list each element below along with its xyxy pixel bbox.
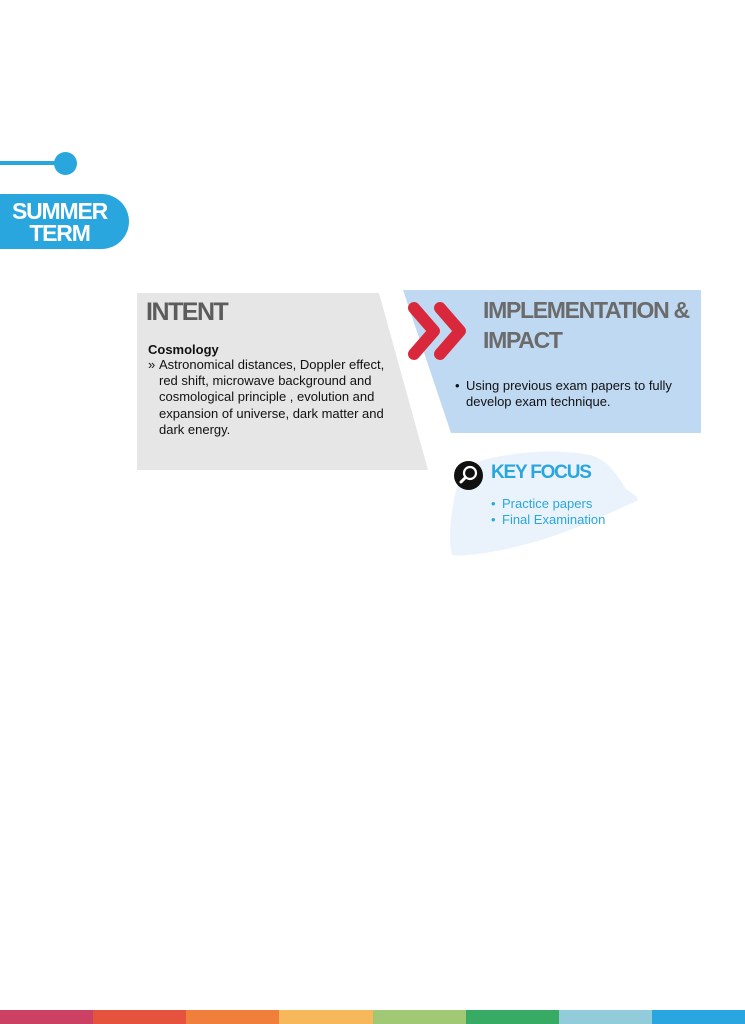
timeline-dot — [54, 152, 77, 175]
strip-segment-4 — [279, 1010, 372, 1024]
list-item-text: Final Examination — [502, 512, 606, 528]
intent-topic: Cosmology — [148, 342, 219, 357]
intent-heading: INTENT — [146, 298, 228, 326]
implementation-heading-line1: IMPLEMENTATION & — [483, 297, 689, 323]
intent-list — [148, 357, 398, 438]
strip-segment-5 — [373, 1010, 466, 1024]
color-strip — [0, 1010, 745, 1024]
magnifier-icon — [454, 461, 483, 490]
double-chevron-right-icon — [408, 300, 472, 362]
strip-segment-6 — [466, 1010, 559, 1024]
term-badge — [0, 194, 129, 249]
implementation-list — [455, 378, 700, 410]
strip-segment-2 — [93, 1010, 186, 1024]
key-focus-list — [491, 496, 605, 528]
implementation-heading — [483, 295, 713, 355]
strip-segment-1 — [0, 1010, 93, 1024]
strip-segment-7 — [559, 1010, 652, 1024]
list-item-text: Practice papers — [502, 496, 593, 511]
list-item — [148, 357, 398, 438]
implementation-heading-line2: IMPACT — [483, 327, 562, 353]
list-item-text: Astronomical distances, Doppler effect, red shift, microwave background and cosmological principle , evolution and expansion of universe, dark matter and dark energy. — [159, 357, 385, 437]
list-item — [491, 512, 605, 528]
bullet: • — [491, 496, 496, 511]
strip-segment-8 — [652, 1010, 745, 1024]
list-item — [491, 496, 605, 512]
term-badge-line2: TERM — [29, 219, 90, 246]
timeline-line — [0, 161, 60, 165]
list-item-text: Using previous exam papers to fully develop exam technique. — [466, 378, 672, 410]
bullet: • — [491, 512, 496, 528]
bullet: • — [455, 378, 460, 393]
term-badge-line1: SUMMER — [11, 197, 108, 224]
strip-segment-3 — [186, 1010, 279, 1024]
list-item — [455, 378, 700, 410]
bullet: » — [148, 357, 156, 372]
key-focus-heading: KEY FOCUS — [491, 462, 591, 483]
